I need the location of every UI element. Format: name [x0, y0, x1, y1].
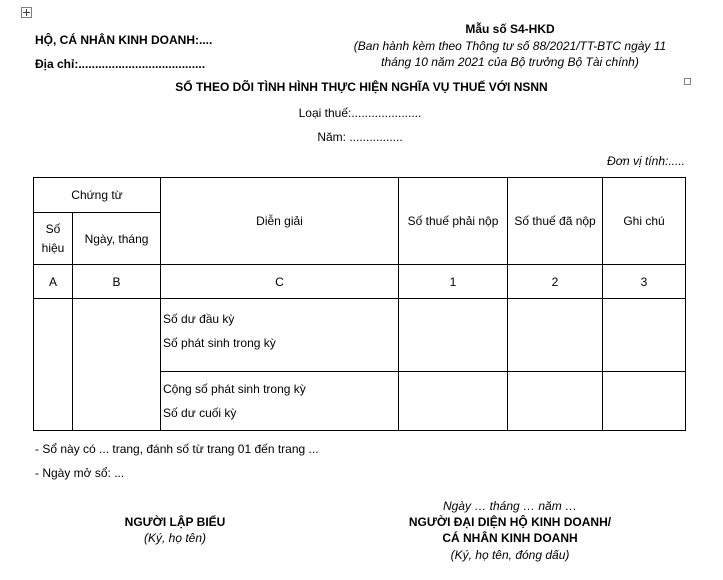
tax-payable-header: Số thuế phải nộp: [399, 178, 508, 265]
opening-balance-label: Số dư đầu kỳ: [163, 312, 235, 326]
period-total-label: Cộng số phát sinh trong kỳ: [163, 382, 306, 396]
code-cell: 1: [399, 265, 508, 299]
tax-type: Loại thuế:.....................: [298, 106, 422, 120]
business-label: HỘ, CÁ NHÂN KINH DOANH:....: [35, 33, 213, 47]
year: Năm: ................: [317, 130, 403, 144]
code-cell: 2: [508, 265, 603, 299]
notes-cell[interactable]: [603, 372, 686, 431]
preparer-title: NGƯỜI LẬP BIỂU: [124, 515, 226, 529]
description-cell[interactable]: [161, 299, 399, 372]
code-cell: C: [161, 265, 399, 299]
description-header: Diễn giải: [161, 178, 399, 265]
tax-payable-cell[interactable]: [399, 372, 508, 431]
notes-header: Ghi chú: [603, 178, 686, 265]
issued-line-2: tháng 10 năm 2021 của Bộ trưởng Bộ Tài chính): [381, 55, 639, 69]
tax-paid-cell[interactable]: [508, 372, 603, 431]
unit-of-measure: Đơn vị tính:.....: [607, 154, 685, 168]
voucher-number-header: Số hiệu: [34, 213, 73, 265]
voucher-date-cell[interactable]: [73, 299, 161, 431]
table-move-handle-icon[interactable]: [21, 7, 32, 18]
voucher-group-header: Chứng từ: [34, 178, 161, 213]
address-label: Địa chỉ:......................................: [35, 57, 206, 71]
notes-cell[interactable]: [603, 299, 686, 372]
code-cell: A: [34, 265, 73, 299]
rep-hint: (Ký, họ tên, đóng dấu): [450, 548, 570, 562]
preparer-hint: (Ký, họ tên): [143, 531, 207, 545]
pages-note: - Sổ này có ... trang, đánh số từ trang 01 đến trang ...: [35, 442, 319, 456]
code-cell: 3: [603, 265, 686, 299]
tax-paid-header: Số thuế đã nộp: [508, 178, 603, 265]
rep-title-line-2: CÁ NHÂN KINH DOANH: [442, 531, 578, 545]
date-line: Ngày … tháng … năm …: [442, 499, 578, 513]
code-cell: B: [73, 265, 161, 299]
form-number: Mẫu số S4-HKD: [465, 22, 555, 36]
rep-title-line-1: NGƯỜI ĐẠI DIỆN HỘ KINH DOANH/: [408, 515, 612, 529]
open-date-note: - Ngày mở sổ: ...: [35, 466, 125, 480]
tax-paid-cell[interactable]: [508, 299, 603, 372]
voucher-date-header: Ngày, tháng: [73, 213, 161, 265]
period-activity-label: Số phát sinh trong kỳ: [163, 336, 276, 350]
closing-balance-label: Số dư cuối kỳ: [163, 406, 237, 420]
description-cell[interactable]: [161, 372, 399, 431]
page-title: SỔ THEO DÕI TÌNH HÌNH THỰC HIỆN NGHĨA VỤ THUẾ VỚI NSNN: [175, 80, 548, 94]
issued-line-1: (Ban hành kèm theo Thông tư số 88/2021/TT-BTC ngày 11: [353, 39, 667, 53]
voucher-number-cell[interactable]: [34, 299, 73, 431]
tax-ledger-table: [33, 177, 686, 431]
tax-payable-cell[interactable]: [399, 299, 508, 372]
